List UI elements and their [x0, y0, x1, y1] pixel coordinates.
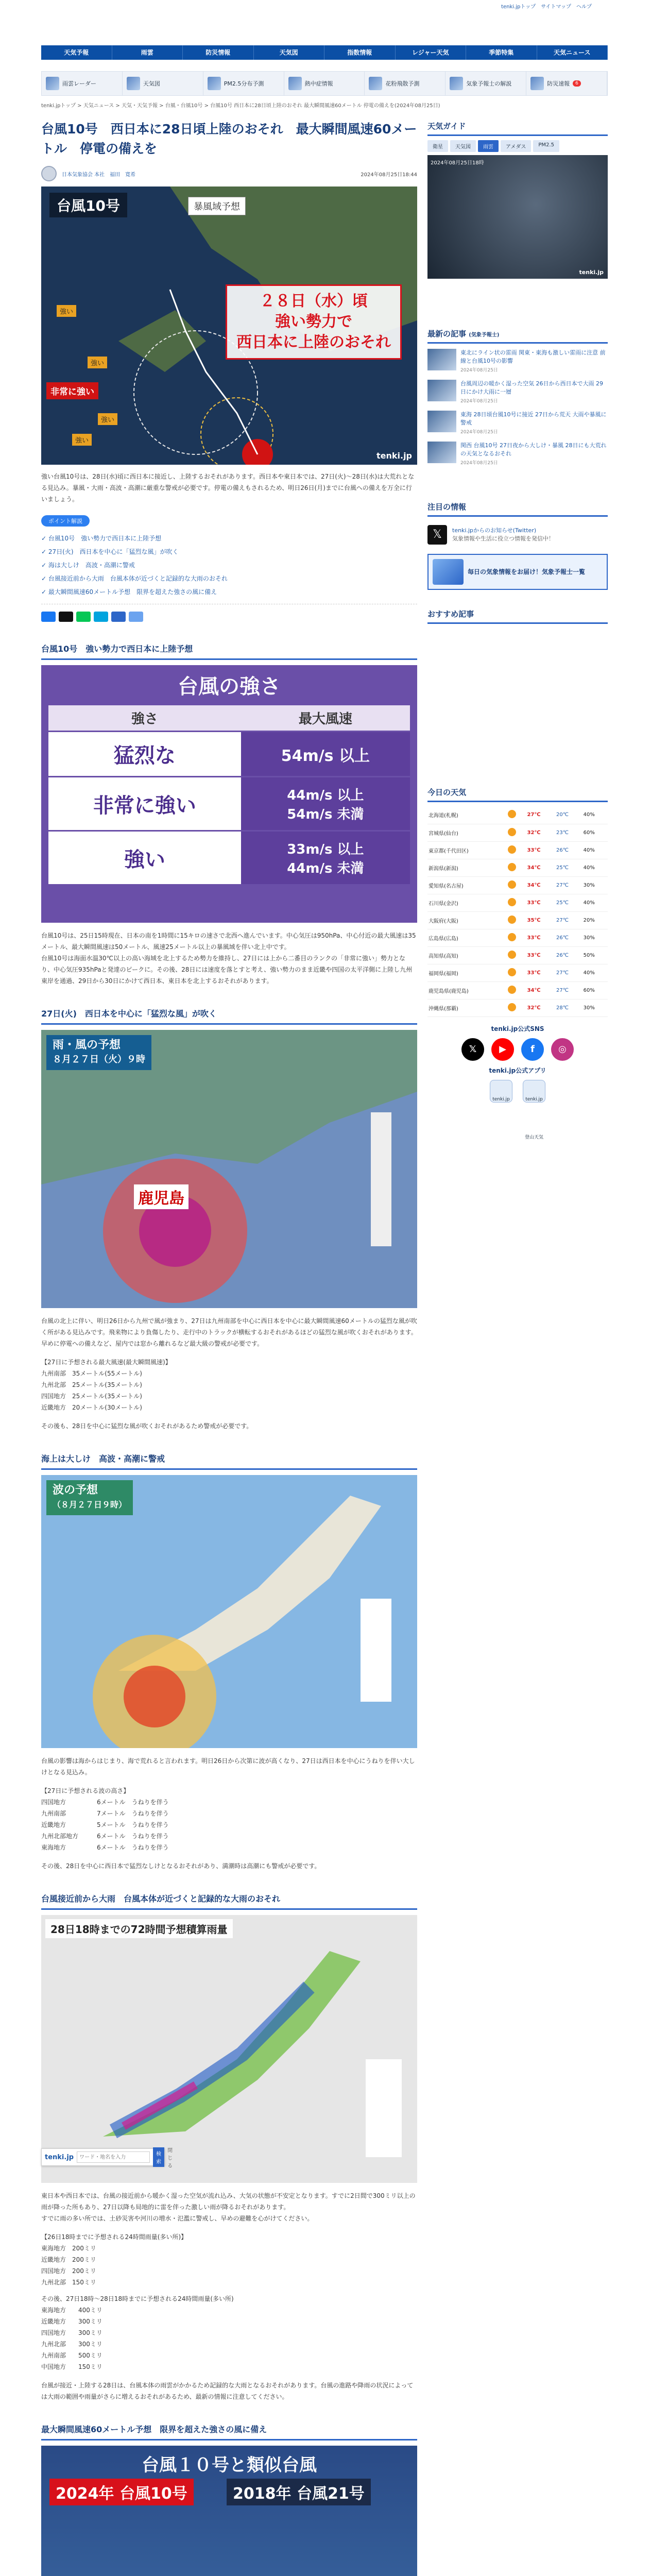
low-temp: 20℃ [555, 806, 583, 824]
place-name: 広島県(広島) [427, 929, 507, 946]
avatar [41, 166, 57, 181]
strength-col-header: 最大風速 [241, 705, 410, 732]
search-button[interactable]: 検索 [153, 2147, 164, 2167]
sidebar [427, 117, 608, 1140]
high-temp: 32℃ [526, 999, 555, 1016]
map-time: 2024年08月25日18時 [431, 160, 484, 166]
high-temp: 33℃ [526, 841, 555, 859]
section-list [41, 1785, 417, 1853]
notice-title: tenki.jpからのお知らせ(Twitter) [452, 527, 537, 534]
today-weather-row[interactable] [427, 876, 608, 894]
news-thumbnail [427, 380, 456, 401]
list-item: 中国地方 150ミリ [41, 2363, 102, 2370]
similar-typhoon-figure [41, 2446, 417, 2576]
rain-probability: 20% [583, 911, 608, 929]
section-tail: その後、28日を中心に西日本で猛烈なしけとなるおそれがあり、満潮時は高潮にも警戒が必要です。 [41, 1862, 321, 1870]
today-weather-row[interactable] [427, 964, 608, 981]
news-item[interactable] [427, 349, 608, 375]
today-weather-row[interactable] [427, 911, 608, 929]
nav-item-forecast[interactable]: 天気予報 [41, 45, 112, 60]
weather-icon-cell [507, 999, 526, 1016]
rain-probability: 60% [583, 824, 608, 841]
wave-forecast-map [41, 1475, 417, 1748]
wind-forecast-map [41, 1030, 417, 1308]
hero-strength-label: 強い [72, 434, 92, 446]
hero-source-logo: tenki.jp [376, 451, 412, 461]
nav-item-weather-map[interactable]: 天気図 [254, 45, 325, 60]
x-logo-icon: 𝕏 [427, 525, 447, 545]
tab-rain[interactable]: 雨雲 [478, 140, 499, 152]
list-item: 東海地方 400ミリ [41, 2307, 102, 2314]
sidebar-heading: 天気ガイド [427, 117, 608, 136]
compare-label-2018: 2018年 台風21号 [227, 2479, 371, 2505]
link-help[interactable]: ヘルプ [576, 4, 592, 10]
today-weather-row[interactable] [427, 999, 608, 1016]
figure-title: 28日18時までの72時間予想積算雨量 [45, 1919, 233, 1938]
list-item: 四国地方 25メートル(35メートル) [41, 1393, 142, 1400]
subnav-label: 防災速報 [547, 80, 570, 87]
low-temp: 25℃ [555, 859, 583, 876]
news-title: 台風周辺の暖かく湿った空気 26日から西日本で大雨 29日にかけ大雨に一層 [460, 380, 603, 395]
point-link[interactable]: ✓ 台風接近前から大雨 台風本体が近づくと記録的な大雨のおそれ [41, 572, 417, 585]
news-date: 2024年08月25日 [460, 368, 498, 373]
tozan-app-icon[interactable]: tenki.jp 登山天気 [523, 1080, 545, 1103]
weather-icon-cell [507, 964, 526, 981]
low-temp: 28℃ [555, 999, 583, 1016]
weather-icon-cell [507, 859, 526, 876]
news-item[interactable] [427, 411, 608, 436]
weather-icon-cell [507, 824, 526, 841]
today-weather-row[interactable] [427, 824, 608, 841]
list-item: 東海地方 6メートル うねりを伴う [41, 1844, 169, 1851]
subnav-label: 天気図 [143, 80, 160, 87]
news-thumbnail [427, 349, 456, 370]
news-date: 2024年08月25日 [460, 461, 498, 466]
hero-strength-label: 強い [88, 357, 107, 368]
strength-wind: 44m/s 以上 54m/s 未満 [241, 777, 410, 831]
news-title: 東北にライン状の雷雨 関東・東海も激しい雷雨に注意 前線と台風10号の影響 [460, 349, 606, 364]
search-input[interactable] [77, 2151, 150, 2163]
app-row [427, 1080, 608, 1140]
rain-probability: 30% [583, 999, 608, 1016]
forecaster-banner[interactable] [427, 554, 608, 590]
high-temp: 34℃ [526, 876, 555, 894]
weather-icon-cell [507, 876, 526, 894]
heatstroke-icon [288, 77, 302, 90]
high-temp: 33℃ [526, 946, 555, 964]
section-heading: 台風10号 強い勢力で西日本に上陸予想 [41, 642, 417, 660]
high-temp: 35℃ [526, 911, 555, 929]
low-temp: 27℃ [555, 876, 583, 894]
place-name: 北海道(札幌) [427, 806, 507, 824]
today-weather-row[interactable] [427, 946, 608, 964]
subnav-pm25[interactable] [203, 72, 284, 95]
strength-name: 猛烈な [48, 732, 241, 777]
points-list [41, 532, 417, 604]
news-title: 東海 28日頃台風10号に接近 27日から荒天 大雨や暴風に警戒 [460, 411, 607, 426]
today-weather-row[interactable] [427, 806, 608, 824]
banner-text: 毎日の気象情報をお届け！気象予報士一覧 [468, 568, 586, 575]
section-tail: その後も、28日を中心に猛烈な風が吹くおそれがあるため警戒が必要です。 [41, 1422, 253, 1430]
sidebar-heading [427, 325, 608, 344]
section-heading: 27日(火) 西日本を中心に「猛烈な風」が吹く [41, 1007, 417, 1025]
points-label: ポイント解説 [41, 515, 90, 527]
breadcrumb[interactable]: tenki.jpトップ > 天気ニュース > 天気・天気予報 > 台風・台風10号 > 台風10号 西日本に28日頃上陸のおそれ 最大瞬間風速60メートル 停電の備えを(2024年08月25日) [41, 103, 440, 109]
weather-icon-cell [507, 929, 526, 946]
list-item: 近畿地方 20メートル(30メートル) [41, 1404, 142, 1411]
subnav-label: 雨雲レーダー [62, 80, 96, 87]
weather-icon-cell [507, 841, 526, 859]
today-weather-row[interactable] [427, 894, 608, 911]
strength-name: 強い [48, 831, 241, 885]
list-item: 九州北部 25メートル(35メートル) [41, 1381, 142, 1388]
tab-weather-map[interactable]: 天気図 [450, 140, 476, 152]
notice-section [427, 498, 608, 590]
sun-icon [508, 810, 516, 818]
floating-search-bar [41, 2147, 173, 2169]
alert-icon [530, 77, 544, 90]
news-thumbnail [427, 442, 456, 463]
place-name: 沖縄県(那覇) [427, 999, 507, 1016]
section-list [41, 1357, 417, 1413]
figure-title-text: 波の予想 [53, 1484, 98, 1497]
facebook-icon[interactable]: f [521, 1038, 544, 1061]
today-weather-row[interactable] [427, 859, 608, 876]
place-name: 大阪府(大阪) [427, 911, 507, 929]
twitter-notice[interactable] [427, 521, 608, 549]
rain-map-graphic [41, 1915, 417, 2183]
sun-icon [508, 845, 516, 854]
list-title: 【27日に予想される最大風速(最大瞬間風速)】 [41, 1359, 172, 1366]
sidebar-heading: 注目の情報 [427, 498, 608, 517]
line-share-icon[interactable] [76, 612, 91, 622]
author-row [41, 166, 417, 181]
subnav-alert[interactable] [526, 72, 607, 95]
today-weather-row[interactable] [427, 841, 608, 859]
hero-storm-label: 非常に強い [46, 382, 98, 399]
hero-warning-box [226, 284, 402, 360]
rain-forecast-map [41, 1915, 417, 2183]
hero-warning-line: 強い勢力で [275, 313, 352, 331]
list-item: 九州北部地方 6メートル うねりを伴う [41, 1833, 169, 1840]
nav-item-rain[interactable]: 雨雲 [112, 45, 183, 60]
section-body: 台風10号は、25日15時現在、日本の南を1時間に15キロの速さで北西へ進んでいます。中心気圧は950hPa、中心付近の最大風速は35メートル、最大瞬間風速は50メートル、風速25メートル以上の暴風域を伴い北上中です。 台風10号は海面水温30℃以上の高い海域を北上するため勢力を維持し、27日には上から二番目のランクの「非常に強い」勢力となり、中心気圧935hPaと発達のピークに。その後、28日には速度を落とすと考え、強い勢力のまま近畿や四国の太平洋側に上陸し九州東岸を通過、29日から30日にかけて西日本、東日本を北上するおそれがあります。 [41, 932, 416, 985]
strength-title: 台風の強さ [178, 675, 281, 699]
place-name: 福岡県(福岡) [427, 964, 507, 981]
place-name: 東京都(千代田区) [427, 841, 507, 859]
tenki-app-icon[interactable]: tenki.jp [490, 1080, 512, 1103]
hero-strength-label: 強い [98, 413, 117, 425]
rain-probability: 40% [583, 841, 608, 859]
high-temp: 34℃ [526, 859, 555, 876]
hero-zone-label: 暴風域予想 [188, 197, 246, 215]
subnav-label: 気象予報士の解説 [466, 80, 512, 87]
nav-item-news[interactable]: 天気ニュース [537, 45, 608, 60]
weather-icon-cell [507, 894, 526, 911]
subnav-heatstroke[interactable] [284, 72, 365, 95]
high-temp: 32℃ [526, 824, 555, 841]
rain-probability: 40% [583, 806, 608, 824]
list-item: 東海地方 200ミリ [41, 2245, 96, 2252]
news-title: 関西 台風10号 27日夜から大しけ・暴風 28日にも大荒れの天気となるおそれ [460, 442, 607, 457]
radar-icon [46, 77, 59, 90]
header-links [501, 2, 592, 10]
place-name: 高知県(高知) [427, 946, 507, 964]
rain-probability: 60% [583, 981, 608, 999]
sun-icon [508, 968, 516, 976]
x-icon[interactable]: 𝕏 [461, 1038, 484, 1061]
list-item: 九州南部 500ミリ [41, 2352, 102, 2359]
figure-subtitle: ８月２７日（火）９時 [53, 1054, 145, 1065]
close-button[interactable]: 閉じる [167, 2147, 173, 2169]
section-list [41, 2293, 417, 2372]
article-main [41, 117, 417, 2576]
strength-wind: 54m/s 以上 [241, 732, 410, 777]
article-date: 2024年08月25日18:44 [361, 172, 417, 178]
guide-map[interactable] [427, 155, 608, 279]
section-body: 台風の北上に伴い、明日26日から九州で風が強まり、27日は九州南部を中心に西日本を中心に最大瞬間風速60メートルの猛烈な風が吹く所がある見込みです。飛来物により負傷したり、走行中のトラックが横転するおそれがあるほどの猛烈な風が吹くおそれがあります。早めに停電への備えなど、屋内では窓から離れるなど最大級の警戒が必要です。 [41, 1317, 417, 1347]
weather-icon-cell [507, 981, 526, 999]
sun-icon [508, 863, 516, 871]
hero-strength-label: 強い [57, 305, 76, 317]
app-heading: tenki.jp公式アプリ [489, 1066, 546, 1074]
recommend-section [427, 605, 608, 624]
list-title: 【27日に予想される波の高さ】 [41, 1787, 130, 1794]
share-bar [129, 612, 143, 622]
news-item[interactable] [427, 442, 608, 467]
subnav-label: 熱中症情報 [304, 80, 333, 87]
low-temp: 27℃ [555, 911, 583, 929]
low-temp: 23℃ [555, 824, 583, 841]
list-item: 四国地方 200ミリ [41, 2267, 96, 2275]
place-name: 宮城県(仙台) [427, 824, 507, 841]
map-tabs [427, 140, 608, 152]
sun-icon [508, 828, 516, 836]
figure-title: 台風１０号と類似台風 [142, 2455, 317, 2476]
tab-satellite[interactable]: 衛星 [427, 140, 448, 152]
tab-amedas[interactable]: アメダス [501, 140, 531, 152]
sun-icon [508, 933, 516, 941]
sidebar-heading: 今日の天気 [427, 784, 608, 802]
place-name: 鹿児島県(鹿児島) [427, 981, 507, 999]
list-item: 九州北部 150ミリ [41, 2279, 96, 2286]
low-temp: 27℃ [555, 981, 583, 999]
sun-icon [508, 916, 516, 924]
heading-sub: (気象予報士) [469, 332, 500, 338]
place-name: 石川県(金沢) [427, 894, 507, 911]
news-item[interactable] [427, 380, 608, 405]
latest-articles [427, 325, 608, 467]
news-thumbnail [427, 411, 456, 432]
nav-item-index[interactable]: 指数情報 [324, 45, 396, 60]
wind-map-graphic [41, 1030, 417, 1308]
top-header [0, 0, 651, 11]
global-nav [41, 45, 608, 60]
sun-icon [508, 951, 516, 959]
weather-icon-cell [507, 806, 526, 824]
subnav-radar[interactable] [42, 72, 123, 95]
high-temp: 34℃ [526, 981, 555, 999]
low-temp: 26℃ [555, 929, 583, 946]
list-item: 近畿地方 200ミリ [41, 2256, 96, 2263]
today-weather-row[interactable] [427, 929, 608, 946]
list-item: 九州南部 7メートル うねりを伴う [41, 1810, 169, 1817]
rain-probability: 30% [583, 929, 608, 946]
today-weather [427, 784, 608, 1017]
sun-icon [508, 880, 516, 889]
rain-probability: 40% [583, 894, 608, 911]
rain-probability: 40% [583, 964, 608, 981]
list-item: 九州南部 35メートル(55メートル) [41, 1370, 142, 1377]
strength-col-header: 強さ [48, 705, 241, 732]
rain-probability: 50% [583, 946, 608, 964]
nav-item-season[interactable]: 季節特集 [466, 45, 537, 60]
high-temp: 27℃ [526, 806, 555, 824]
point-link[interactable]: ✓ 海は大しけ 高波・高潮に警戒 [41, 558, 417, 572]
hero-warning-line: 西日本に上陸のおそれ [236, 333, 391, 351]
figure-title [46, 1035, 151, 1070]
list-item: 九州北部 300ミリ [41, 2341, 102, 2348]
sns-section [427, 1024, 608, 1140]
news-date: 2024年08月25日 [460, 430, 498, 435]
today-weather-table [427, 806, 608, 1017]
hero-title: 台風10号 [49, 193, 127, 217]
news-date: 2024年08月25日 [460, 399, 498, 404]
hatena-share-icon[interactable] [94, 612, 108, 622]
list-item: 近畿地方 5メートル うねりを伴う [41, 1821, 169, 1828]
sun-icon [508, 986, 516, 994]
place-name: 新潟県(新潟) [427, 859, 507, 876]
strength-grid [48, 705, 410, 884]
low-temp: 27℃ [555, 964, 583, 981]
pm25-icon [208, 77, 221, 90]
high-temp: 33℃ [526, 894, 555, 911]
strength-wind: 33m/s 以上 44m/s 未満 [241, 831, 410, 885]
nav-item-disaster[interactable]: 防災情報 [183, 45, 254, 60]
list-item: 四国地方 6メートル うねりを伴う [41, 1799, 169, 1806]
section-heading: 最大瞬間風速60メートル予想 限界を超えた強さの風に備え [41, 2423, 417, 2441]
author-name[interactable]: 日本気象協会 本社 福田 寛希 [62, 172, 136, 178]
subnav-pollen[interactable] [365, 72, 446, 95]
link-tenki-top[interactable]: tenki.jpトップ [501, 4, 536, 10]
figure-title-text: 雨・風の予想 [53, 1039, 121, 1052]
weather-icon-cell [507, 911, 526, 929]
figure-subtitle: （８月２７日９時） [53, 1500, 127, 1510]
list-item: 四国地方 300ミリ [41, 2329, 102, 2336]
section-body: 東日本や西日本では、台風の接近前から暖かく湿った空気が流れ込み、大気の状態が不安定となります。すでに2日間で300ミリ以上の雨が降った所もあり、27日以降も局地的に雷を伴った激しい雨が降るおそれがあります。 すでに雨の多い所では、土砂災害や河川の増水・氾濫に警戒し、早めの避難を心がけてください。 [41, 2192, 416, 2222]
point-link[interactable]: ✓ 最大瞬間風速60メートル予想 限界を超えた強さの風に備え [41, 585, 417, 599]
wave-map-graphic [41, 1475, 417, 1748]
subnav-label: 花粉飛散予測 [385, 80, 420, 87]
rain-probability: 30% [583, 876, 608, 894]
rain-probability: 40% [583, 859, 608, 876]
forecaster-icon [450, 77, 463, 90]
alert-count-badge: 6 [573, 80, 581, 87]
notice-sub: 気象情報や生活に役立つ情報を発信中！ [452, 535, 554, 542]
sns-row [427, 1038, 608, 1061]
subnav-weathermap[interactable] [123, 72, 203, 95]
place-name: 愛知県(名古屋) [427, 876, 507, 894]
sun-icon [508, 1003, 516, 1011]
figure-place-label: 鹿児島 [134, 1184, 189, 1209]
weather-guide [427, 117, 608, 279]
section-tail: 台風が接近・上陸する28日は、台風本体の雨雲がかかるため記録的な大雨となるおそれがあります。台風の進路や降雨の状況によっては大雨の範囲や雨量がさらに増えるおそれがあるため、最新の情報に注意してください。 [41, 2382, 414, 2400]
hero-warning-line: ２８日（水）頃 [260, 292, 368, 310]
sun-icon [508, 898, 516, 906]
section-heading: 海上は大しけ 高波・高潮に警戒 [41, 1452, 417, 1470]
hero-typhoon-track-map [41, 187, 417, 465]
floating-logo[interactable]: tenki.jp [45, 2153, 74, 2161]
high-temp: 33℃ [526, 964, 555, 981]
low-temp: 26℃ [555, 841, 583, 859]
pollen-icon [369, 77, 382, 90]
subnav-label: PM2.5分布予測 [224, 80, 264, 87]
list-item: 近畿地方 300ミリ [41, 2318, 102, 2325]
sub-nav [41, 71, 608, 96]
strength-name: 非常に強い [48, 777, 241, 831]
subnav-forecaster[interactable] [446, 72, 526, 95]
weather-map-icon [127, 77, 140, 90]
low-temp: 26℃ [555, 946, 583, 964]
article-lead: 強い台風10号は、28日(水)頃に西日本に接近し、上陸するおそれがあります。西日本や東日本では、27日(火)～28日(水)は大荒れとなる見込み。暴風・大雨・高波・高潮に厳重な警戒が必要です。停電の備えもされるため、明日26日(月)までに台風への備えを万全に行いましょう。 [41, 473, 415, 503]
instagram-icon[interactable]: ◎ [551, 1038, 574, 1061]
weather-icon-cell [507, 946, 526, 964]
section-list [41, 2231, 417, 2288]
list-title: その後、27日18時～28日18時までに予想される24時間雨量(多い所) [41, 2295, 234, 2302]
facebook-share-icon[interactable] [41, 612, 56, 622]
low-temp: 25℃ [555, 894, 583, 911]
typhoon-strength-table [41, 665, 417, 923]
page-title: 台風10号 西日本に28日頃上陸のおそれ 最大瞬間風速60メートル 停電の備えを [41, 122, 417, 156]
nav-item-leisure[interactable]: レジャー天気 [396, 45, 467, 60]
section-body: 台風の影響は海からはじまり、海で荒れると言われます。明日26日から次第に波が高くなり、27日は西日本を中心にうねりを伴い大しけとなる見込み。 [41, 1757, 415, 1776]
map-source-logo: tenki.jp [579, 269, 604, 276]
today-weather-row[interactable] [427, 981, 608, 999]
forecaster-banner-icon [433, 559, 464, 585]
list-title: 【26日18時までに予想される24時間雨量(多い所)】 [41, 2233, 187, 2241]
tab-pm25[interactable]: PM2.5 [533, 140, 559, 152]
sns-heading: tenki.jp公式SNS [491, 1025, 544, 1032]
heading-text: 最新の記事 [427, 329, 467, 338]
point-link[interactable]: ✓ 台風10号 強い勢力で西日本に上陸予想 [41, 532, 417, 545]
link-sitemap[interactable]: サイトマップ [541, 4, 571, 10]
share-buttons [41, 612, 417, 622]
section-heading: 台風接近前から大雨 台風本体が近づくと記録的な大雨のおそれ [41, 1892, 417, 1910]
sidebar-heading: おすすめ記事 [427, 605, 608, 624]
compare-label-2024: 2024年 台風10号 [49, 2479, 194, 2505]
share-bar [111, 612, 126, 622]
youtube-icon[interactable]: ▶ [491, 1038, 514, 1061]
x-share-icon[interactable] [59, 612, 73, 622]
point-link[interactable]: ✓ 27日(火) 西日本を中心に「猛烈な風」が吹く [41, 545, 417, 558]
high-temp: 33℃ [526, 929, 555, 946]
figure-title [46, 1480, 133, 1515]
